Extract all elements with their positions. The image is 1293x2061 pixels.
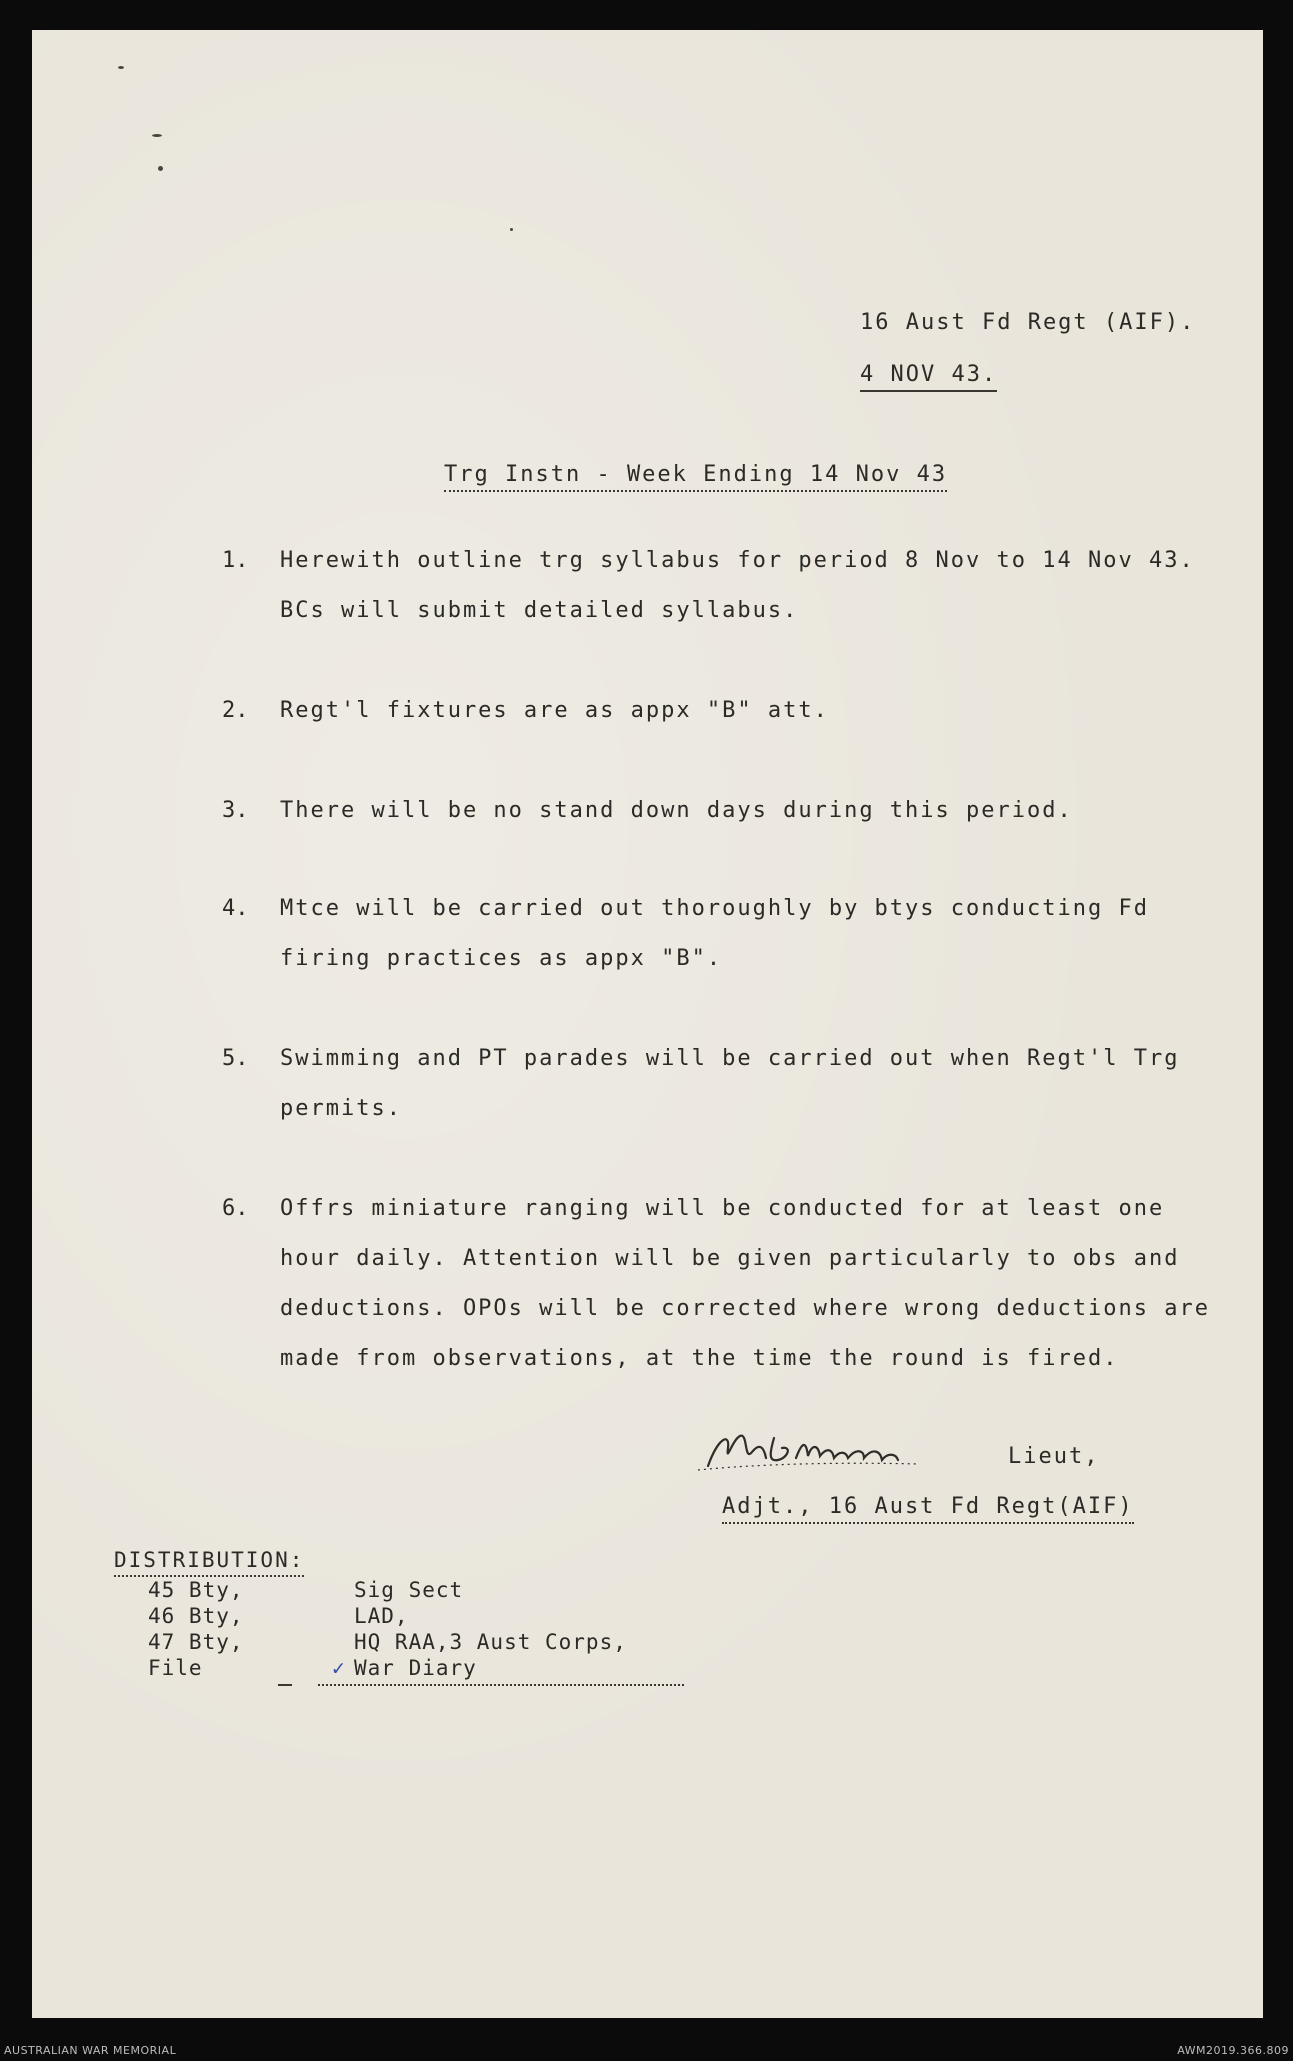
- distribution-item: War Diary: [354, 1656, 477, 1680]
- distribution-heading: DISTRIBUTION:: [114, 1550, 304, 1577]
- paragraph-line: Mtce will be carried out thoroughly by btys conducting Fd: [280, 896, 1149, 921]
- signatory-rank: Lieut,: [1008, 1444, 1100, 1469]
- document-date: 4 NOV 43.: [860, 364, 997, 392]
- paper-speck: [510, 228, 513, 231]
- distribution-item: 47 Bty,: [148, 1630, 244, 1654]
- unit-heading: 16 Aust Fd Regt (AIF).: [860, 310, 1196, 335]
- distribution-underline: [318, 1684, 684, 1686]
- paragraph-number: 3.: [222, 798, 249, 823]
- paper-speck: [152, 134, 162, 137]
- paragraph-number: 5.: [222, 1046, 249, 1071]
- paragraph-number: 1.: [222, 548, 249, 573]
- distribution-item: 46 Bty,: [148, 1604, 244, 1628]
- paragraph-line: Regt'l fixtures are as appx "B" att.: [280, 698, 829, 723]
- paragraph-line: deductions. OPOs will be corrected where wrong deductions are: [280, 1296, 1210, 1321]
- paragraph-line: made from observations, at the time the round is fired.: [280, 1346, 1119, 1371]
- paragraph-line: hour daily. Attention will be given particularly to obs and: [280, 1246, 1180, 1271]
- paragraph-number: 4.: [222, 896, 249, 921]
- document-title: Trg Instn - Week Ending 14 Nov 43: [444, 464, 947, 492]
- paragraph-line: Offrs miniature ranging will be conducted for at least one: [280, 1196, 1165, 1221]
- paragraph-line: firing practices as appx "B".: [280, 946, 723, 971]
- handwritten-signature: [678, 1418, 978, 1488]
- paragraph-line: There will be no stand down days during this period.: [280, 798, 1073, 823]
- paragraph-line: permits.: [280, 1096, 402, 1121]
- paper-speck: [158, 166, 163, 171]
- distribution-item: HQ RAA,3 Aust Corps,: [354, 1630, 627, 1654]
- footer-accession-number: AWM2019.366.809: [1177, 2044, 1289, 2057]
- paragraph-number: 6.: [222, 1196, 249, 1221]
- signatory-appointment: Adjt., 16 Aust Fd Regt(AIF): [722, 1496, 1134, 1524]
- distribution-item: LAD,: [354, 1604, 409, 1628]
- paragraph-line: Herewith outline trg syllabus for period 8 Nov to 14 Nov 43.: [280, 548, 1195, 573]
- distribution-item: 45 Bty,: [148, 1578, 244, 1602]
- paragraph-number: 2.: [222, 698, 249, 723]
- distribution-item: File: [148, 1656, 203, 1680]
- footer-credit: AUSTRALIAN WAR MEMORIAL: [4, 2044, 177, 2057]
- distribution-item: Sig Sect: [354, 1578, 464, 1602]
- paragraph-line: BCs will submit detailed syllabus.: [280, 598, 799, 623]
- paragraph-line: Swimming and PT parades will be carried out when Regt'l Trg: [280, 1046, 1180, 1071]
- distribution-dash: [278, 1684, 292, 1686]
- document-page: [32, 30, 1263, 2018]
- paper-speck: [118, 66, 124, 69]
- tick-mark-icon: ✓: [332, 1656, 346, 1680]
